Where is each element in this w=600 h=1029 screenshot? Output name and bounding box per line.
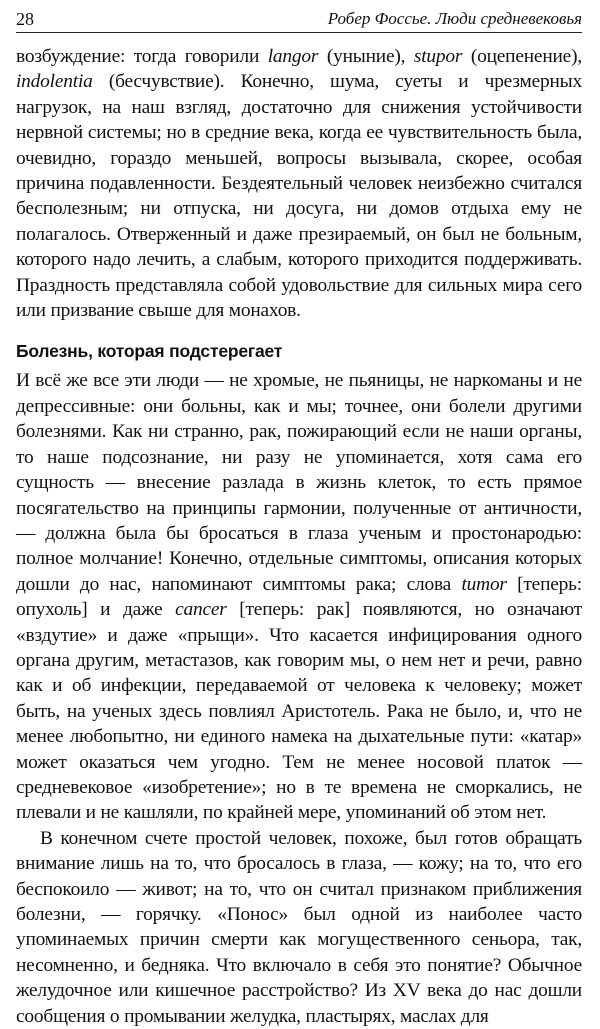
text-run: И всё же все эти люди — не хромые, не пьяницы, не наркоманы и не депрессивные: они больны, как и мы; точнее, они болели другими болезнями. Как ни странно, рак, пожирающий если не наши органы, то наше подсознание, ни разу не упоминается, хотя сама его сущность — внесение разлада в жизнь клеток, то есть прямое посягательство на принципы гармонии, полученные от античности, — должна была бы бросаться в глаза ученым и простонародью: полное молчание! Конечно, отдельные симптомы, описания которых дошли до нас, напоминают симптомы рака; слова [16,370,582,595]
latin-term: stupor [413,46,463,67]
latin-term: langor [267,46,319,67]
paragraph-1 [16,44,582,323]
text-run: [теперь: опухоль] и даже [16,573,582,621]
text-run: [теперь: рак] появляются, но означают «вздутие» и даже «прыщи». Что касается инфицирования одного органа другим, метастазов, как говорим мы, о нем нет и речи, равно как и об инфекции, передаваемой от человека к человеку; может быть, на ученых здесь повлиял Аристотель. Рака не было, и, что не менее любопытно, ни единого намека на дыхательные пути: «катар» может оказаться чем угодно. Тем не менее носовой платок — средневековое «изобретение»; но в те времена не сморкались, не плевали и не кашляли, по крайней мере, упоминаний об этом нет. [16,599,582,824]
text-run: (оцепенение), [462,46,582,67]
body-text [16,44,582,1029]
paragraph-3: В конечном счете простой человек, похоже, был готов обращать внимание лишь на то, что бросалось в глаза, — кожу; на то, что его беспокоило — живот; на то, что он считал признаком приближения болезни, — горячку. «Понос» был одной из наиболее часто упоминаемых причин смерти как могущественного сеньора, так, несомненно, и бедняка. Что включало в себя это понятие? Обычное желудочное или кишечное расстройство? Из XV века до нас дошли сообщения о промывании желудка, пластырях, маслах для [16,827,582,1027]
text-run: (уныние), [318,46,414,67]
section-heading: Болезнь, которая подстерегает [16,341,283,362]
text-run: (бесчувствие). Конечно, шума, суеты и чрезмерных нагрузок, на наш взгляд, достаточно для снижения устойчивости нервной системы; но в средние века, когда ее чувствительность была, очевидно, гораздо меньшей, вопросы вызывала, скорее, особая причина подавленности. Бездеятельный человек неизбежно считался бесполезным; ни отпуска, ни досуга, ни домов отдыха ему не полагалось. Отверженный и даже презираемый, он был не больным, которого надо лечить, а слабым, которого приходится поддерживать. Праздность представляла собой удовольствие для сильных мира сего или призвание свыше для монахов. [16,71,582,322]
running-header [16,6,582,33]
latin-term: cancer [175,599,227,621]
page-number: 28 [16,9,34,29]
running-title: Робер Фоссье. Люди средневековья [327,9,582,28]
latin-term: tumor [461,573,507,595]
latin-term: indolentia [16,71,93,93]
paragraph-2 [16,368,582,825]
text-run: возбуждение: тогда говорили [16,46,268,67]
